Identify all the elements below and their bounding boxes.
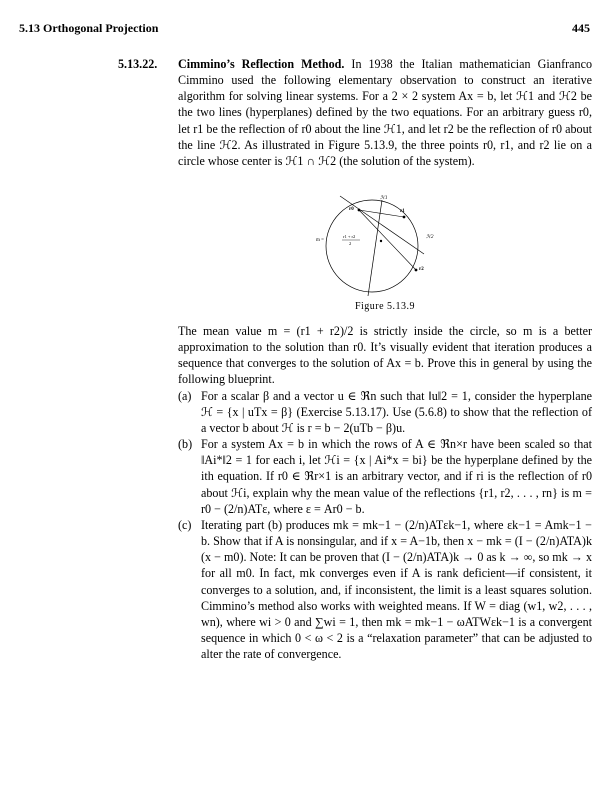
label-r0: r0	[349, 207, 354, 212]
hyperplane-h2-line	[340, 196, 424, 254]
item-a-label: (a)	[178, 388, 192, 403]
exercise-number: 5.13.22.	[118, 57, 158, 71]
item-c	[178, 517, 592, 662]
point-m	[380, 240, 382, 242]
label-h2: ℋ2	[426, 235, 434, 240]
figure-5-13-9	[300, 190, 440, 306]
running-header-title: 5.13 Orthogonal Projection	[19, 21, 159, 35]
point-r1	[403, 216, 406, 219]
hyperplane-h1-line	[368, 200, 382, 296]
exercise-title: Cimmino’s Reflection Method.	[178, 57, 345, 71]
item-a	[178, 388, 592, 436]
exercise-block	[118, 56, 592, 169]
item-c-text: Iterating part (b) produces mk = mk−1 − (2/n)ATεk−1, where εk−1 = Amk−1 − b. Show that if A is nonsingular, and if x = A−1b, then x − mk = (I − (2/n)ATA)k (x − m0). Note: It can be proven that (I − (2/n)ATA)k → 0 as k → ∞, so mk → x for all m0. In fact, mk converges even if A is rank deficient—if consistent, it converges to a solution, and, if inconsistent, the limit is a least squares solution. Cimmino’s method also works with weighted means. If W = diag (w1, w2, . . . , wn), where wi > 0 and ∑wi = 1, then mk = mk−1 − ωATWεk−1 is a convergent sequence in which 0 < ω < 2 is a “relaxation parameter” that can be adjusted to alter the rate of convergence.	[201, 517, 592, 662]
segment-r0-r2	[359, 210, 416, 270]
paragraph-mean-value: The mean value m = (r1 + r2)/2 is strictly inside the circle, so m is a better approximation to the solution than r0. It’s visually evident that iteration produces a sequence that converges to the solution of Ax = b. Prove this in general by using the following blueprint.	[178, 324, 592, 387]
point-r2	[415, 269, 418, 272]
item-c-label: (c)	[178, 517, 192, 532]
label-r2: r2	[419, 267, 424, 272]
item-b-text: For a system Ax = b in which the rows of A ∈ ℜn×r have been scaled so that ‖Ai*‖2 = 1 for each i, let ℋi = {x | Ai*x = bi} be the hyperplane defined by the ith equation. If r0 ∈ ℜr×1 is an arbitrary vector, and if ri is the reflection of r0 about ℋi, explain why the mean value of the reflections {r1, r2, . . . , rn} is m = r0 − (2/n)ATε, where ε = Ar0 − b.	[201, 437, 592, 516]
label-h1: ℋ1	[380, 196, 388, 201]
item-a-text: For a scalar β and a vector u ∈ ℜn such that ‖u‖2 = 1, consider the hyperplane ℋ = {x | uTx = β} (Exercise 5.13.17). Use (5.6.8) to show that the reflection of a vector b about ℋ is r = b − 2(uTb − β)u.	[201, 388, 592, 435]
exercise-continuation	[178, 323, 592, 662]
figure-caption: Figure 5.13.9	[354, 301, 416, 312]
page-number: 445	[572, 21, 590, 35]
item-b-label: (b)	[178, 437, 193, 452]
item-b	[178, 436, 592, 517]
label-r1: r1	[400, 209, 405, 214]
point-r0	[358, 209, 361, 212]
label-m: m =	[316, 238, 324, 243]
label-m-denominator: 2	[349, 241, 352, 246]
exercise-intro-text: In 1938 the Italian mathematician Gianfranco Cimmino used the following elementary observation to construct an iterative algorithm for solving linear systems. For a 2 × 2 system Ax = b, let ℋ1 and ℋ2 be the two lines (hyperplanes) defined by the two equations. For an arbitrary guess r0, let r1 be the reflection of r0 about the line ℋ1, and let r2 be the reflection of r0 about the line ℋ2. As illustrated in Figure 5.13.9, the three points r0, r1, and r2 lie on a circle whose center is ℋ1 ∩ ℋ2 (the solution of the system).	[178, 57, 592, 168]
exercise-intro	[178, 56, 592, 169]
label-m-numerator: r1 + r2	[343, 234, 356, 239]
